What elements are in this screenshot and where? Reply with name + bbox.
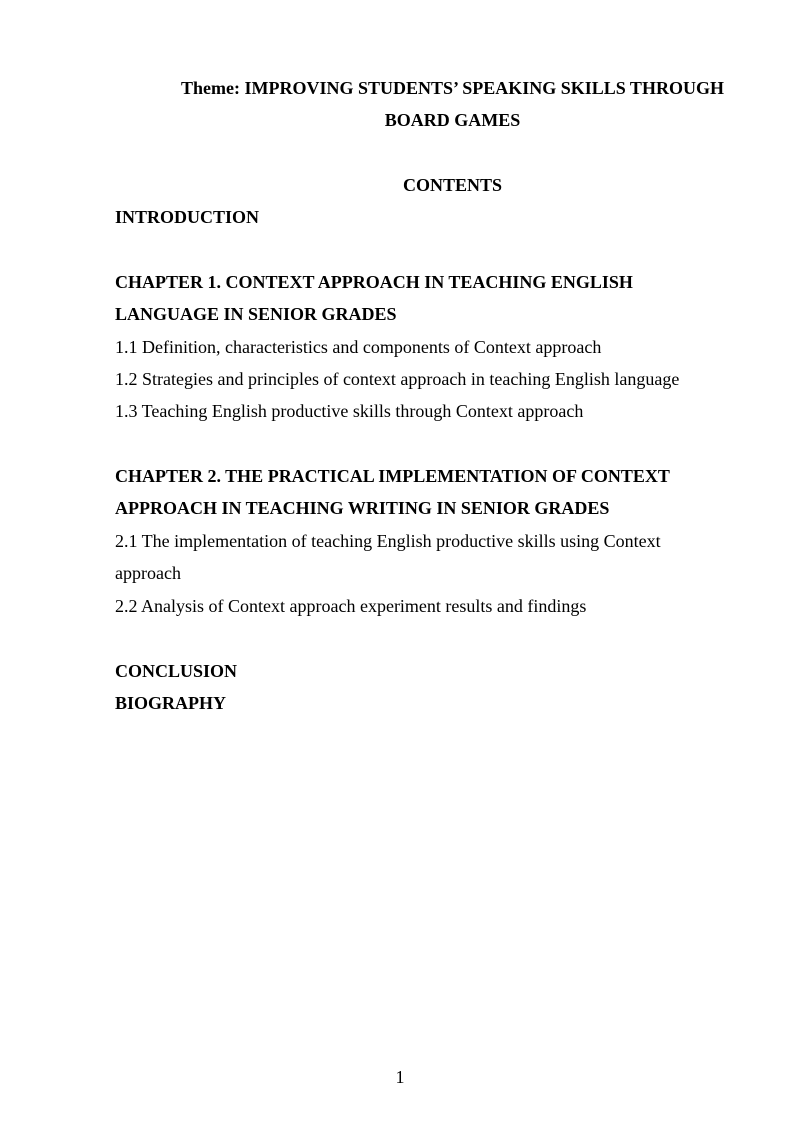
toc-chapter1-title-line-1: CHAPTER 1. CONTEXT APPROACH IN TEACHING ENGLISH	[115, 272, 633, 292]
theme-title-line-1: Theme: IMPROVING STUDENTS’ SPEAKING SKILLS THROUGH	[181, 78, 724, 98]
toc-item-2-1-line-1: 2.1 The implementation of teaching English productive skills using Context	[115, 531, 661, 551]
toc-chapter1-title-line-2: LANGUAGE IN SENIOR GRADES	[115, 304, 397, 324]
toc-item-1-3: 1.3 Teaching English productive skills through Context approach	[115, 401, 584, 421]
contents-heading: CONTENTS	[402, 175, 503, 195]
toc-biography: BIOGRAPHY	[115, 693, 227, 713]
toc-item-1-1: 1.1 Definition, characteristics and components of Context approach	[115, 337, 602, 357]
toc-chapter2-title-line-2: APPROACH IN TEACHING WRITING IN SENIOR GRADES	[115, 498, 610, 518]
page-number: 1	[395, 1067, 405, 1087]
toc-chapter2-title-line-1: CHAPTER 2. THE PRACTICAL IMPLEMENTATION OF CONTEXT	[115, 466, 670, 486]
toc-conclusion: CONCLUSION	[115, 661, 238, 681]
toc-item-2-1-line-2: approach	[115, 563, 181, 583]
toc-introduction: INTRODUCTION	[115, 207, 260, 227]
toc-item-1-2: 1.2 Strategies and principles of context approach in teaching English language	[115, 369, 680, 389]
theme-title-line-2: BOARD GAMES	[384, 110, 521, 130]
toc-item-2-2: 2.2 Analysis of Context approach experiment results and findings	[115, 596, 587, 616]
